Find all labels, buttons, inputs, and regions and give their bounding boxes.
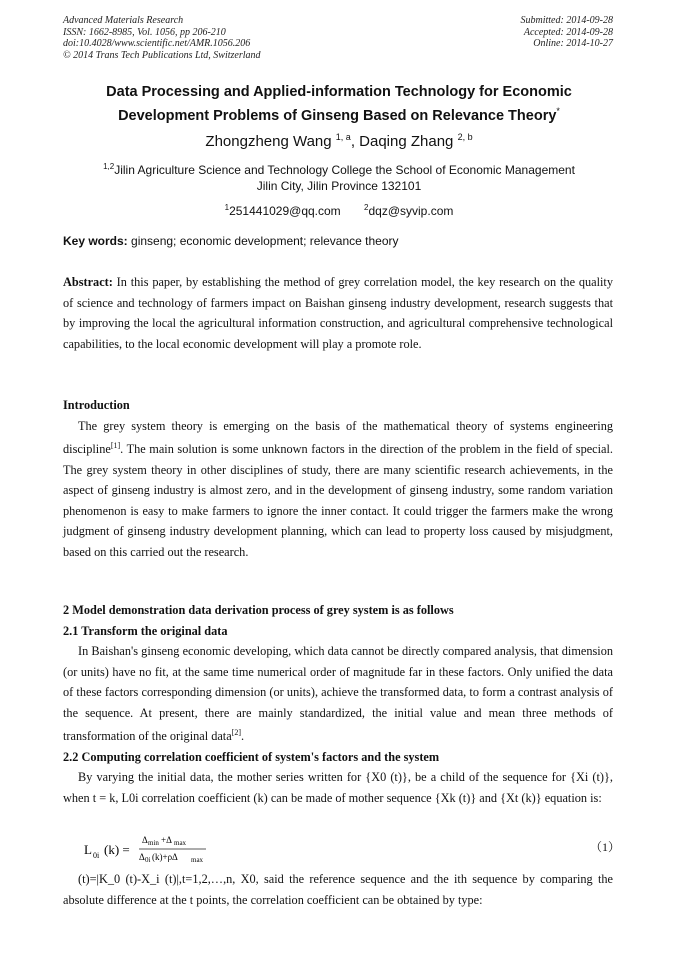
section-2-heading: 2 Model demonstration data derivation process of grey system is as follows — [63, 603, 454, 617]
author-1: Zhongzheng Wang — [205, 133, 332, 150]
eq-num-sub1: min — [148, 839, 159, 847]
eq-den-sub1: 0i — [145, 856, 151, 864]
post-equation-paragraph: (t)=|K_0 (t)-X_i (t)|,t=1,2,…,n, X0, said the reference sequence and the ith sequence by comparing the absolute difference at the t points, the correlation coefficient can be obtained by type: — [63, 872, 613, 907]
eq-den-sub2: max — [191, 856, 204, 864]
eq-num-plus: +Δ — [161, 835, 172, 845]
title-line-1: Data Processing and Applied-information Technology for Economic — [106, 84, 572, 100]
citation-2: [2] — [231, 728, 242, 737]
keywords-label: Key words: — [63, 234, 128, 248]
eq-den-delta: Δ — [139, 852, 145, 862]
online-date: Online: 2014-10-27 — [533, 38, 613, 49]
copyright: © 2014 Trans Tech Publications Ltd, Switzerland — [63, 49, 261, 61]
accepted-date: Accepted: 2014-09-28 — [523, 26, 613, 38]
issn: ISSN: 1662-8985, Vol. 1056, pp 206-210 — [63, 26, 226, 38]
author-list: Zhongzheng Wang $^{1, a}$, Daqing Zhang $^{2, b}$ — [205, 132, 473, 150]
submitted-date: Submitted: 2014-09-28 — [520, 15, 613, 26]
equation-1 — [84, 833, 224, 865]
email-1: 251441029@qq.com — [229, 204, 341, 218]
title-footnote-mark: * — [556, 106, 560, 116]
affiliation: $^{1,2}$Jilin Agriculture Science and Technology College the School of Economic Management — [103, 162, 575, 177]
abstract-label: Abstract: — [63, 275, 113, 289]
eq-den-mid: (k)+ρΔ — [152, 852, 178, 862]
affiliation-line-1: Jilin Agriculture Science and Technology College the School of Economic Management — [114, 163, 575, 177]
author-1-affil: 1, a — [335, 132, 351, 142]
email-2: dqz@syvip.com — [368, 204, 454, 218]
author-2-affil: 2, b — [457, 132, 473, 142]
equation-number: （1） — [590, 840, 621, 854]
eq-num-delta: Δ — [142, 835, 148, 845]
introduction-paragraph: The grey system theory is emerging on the basis of the mathematical theory of systems engineering discipline[1]. The main solution is some unknown factors in the direction of the problem in the field of special. The grey system theory in other disciplines of study, there are many scientific research achievements, in the aspect of ginseng industry is almost zero, and in the development of ginseng industry, some random variation phenomenon is easy to make farmers to ignore the inner contact. It could trigger the farmers make the wrong judgment of ginseng industry development planning, which can lead to property loss caused by misjudgment, based on this carried out the research. — [63, 418, 613, 559]
paper-title — [40, 83, 638, 126]
author-emails: $^1$251441029@qq.com $^2$dqz@syvip.com — [224, 203, 454, 218]
citation-1: [1] — [110, 441, 121, 450]
eq-lhs-sub: 0i — [93, 851, 100, 860]
subsection-2-2-heading: 2.2 Computing correlation coefficient of system's factors and the system — [63, 749, 440, 764]
keywords-text: ginseng; economic development; relevance theory — [127, 234, 399, 248]
author-2: Daqing Zhang — [359, 133, 454, 150]
journal-header-left — [63, 15, 261, 61]
affiliation-line-2: Jilin City, Jilin Province 132101 — [256, 179, 422, 193]
keywords — [63, 234, 399, 249]
eq-arg: (k) = — [104, 842, 130, 857]
subsection-2-2-paragraph: By varying the initial data, the mother series written for {X0 (t)}, be a child of the sequence for {Xi (t)}, when t = k, L0i correlation coefficient (k) can be made of mother sequence {Xk (t)} and {Xt (k)} equation is: — [63, 770, 613, 805]
introduction-heading: Introduction — [63, 398, 130, 412]
subsection-2-1-paragraph: In Baishan's ginseng economic developing, which data cannot be directly compared analysis, that dimension (or units) have no fit, at the same time numerical order of magnitude far in these factors. Only unified the data of these factors corresponding dimension (or units), achieve the transformed data, to form a contrast analysis of the sequence. At present, there are mainly standardized, the initial value and mean three methods of transformation of the original data[2]. — [63, 644, 613, 744]
subsection-2-1-heading: 2.1 Transform the original data — [63, 623, 228, 638]
eq-num-sub2: max — [174, 839, 187, 847]
journal-name: Advanced Materials Research — [63, 15, 184, 26]
abstract — [63, 272, 613, 354]
doi: doi:10.4028/www.scientific.net/AMR.1056.206 — [63, 38, 251, 49]
title-line-2: Development Problems of Ginseng Based on Relevance Theory — [118, 107, 557, 124]
section-2 — [63, 600, 613, 808]
journal-header-right — [521, 15, 614, 50]
eq-lhs: L — [84, 842, 92, 857]
abstract-text: In this paper, by establishing the method of grey correlation model, the key research on the quality of science and technology of farmers impact on Baishan ginseng industry development, research suggests that by improving the local the agricultural information construction, and agricultural comprehensive technological capabilities, to the local economic development will play a promote role. — [63, 275, 613, 351]
introduction-section — [63, 395, 613, 562]
